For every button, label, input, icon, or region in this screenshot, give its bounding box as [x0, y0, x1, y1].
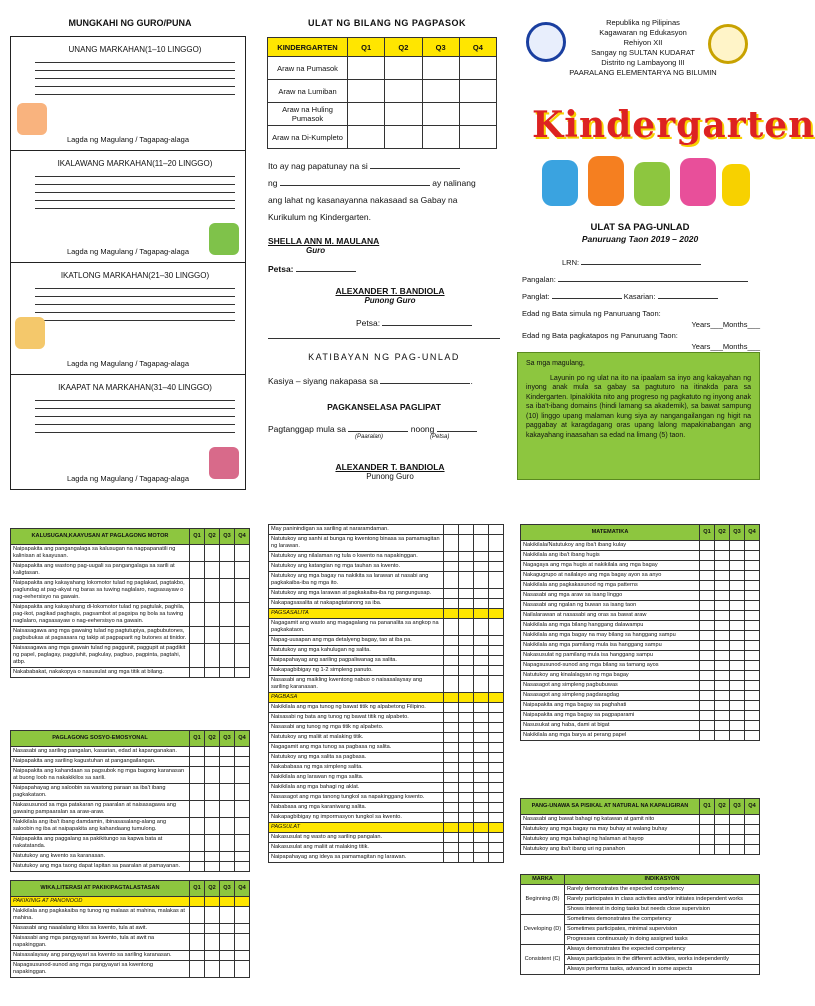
motor-head: KALUSUGAN,KAAYUSAN AT PAGLAGONG MOTOR [11, 529, 190, 545]
att-row-label: Araw na Di-Kumpleto [268, 126, 348, 149]
skill-row: Nakababakat, nakakopya o nasusulat ang mga titik at bilang. [11, 668, 190, 678]
quarter-4 [11, 375, 245, 489]
skill-row: Nasusukat ang haba, dami at bigat [521, 721, 700, 731]
header-line: Rehiyon XII [623, 38, 663, 47]
q-head: Q3 [730, 799, 745, 815]
indicator: Always demonstrates the expected competency [565, 945, 760, 955]
math-head: MATEMATIKA [521, 525, 700, 541]
skill-row: Napagsusunod-sunod ang mga pangyayari sa kwentong napakinggan. [11, 961, 190, 978]
att-header: Q3 [422, 38, 459, 57]
skill-row: Nakagugrupo at nailalayo ang mga bagay ayon sa anyo [521, 571, 700, 581]
transfer-line [268, 424, 477, 434]
skill-row: Nasasabi ang mga araw sa isang linggo [521, 591, 700, 601]
q-head: Q2 [205, 881, 220, 897]
principal-name-2: ALEXANDER T. BANDIOLA [335, 462, 445, 472]
katibayan-title: KATIBAYAN NG PAG-UNLAD [308, 352, 460, 362]
skill-row: Napag-uusapan ang mga detalyeng bagay, tao at iba pa. [269, 636, 444, 646]
principal-role: Punong Guro [364, 296, 416, 305]
q-head: Q3 [730, 525, 745, 541]
teacher-date [268, 264, 356, 274]
skill-row: Naipapakita ang sariling kagustuhan at pangangailangan. [11, 757, 190, 767]
cert-line2: ng [268, 178, 278, 188]
q-head: Q1 [700, 525, 715, 541]
skill-row: Nababasa ang mga karaniwang salita. [269, 803, 444, 813]
skill-row: Naisasabi ng bata ang tunog ng bawat titik ng alpabeto. [269, 713, 444, 723]
indicator: Progresses continuously in doing assigned tasks [565, 935, 760, 945]
attendance-title: ULAT NG BILANG NG PAGPASOK [308, 18, 466, 28]
skill-row: Nakikilala ang pagkakaiba ng tunog ng malaas at mahina, malakas at mahina. [11, 907, 190, 924]
parent-signature: Lagda ng Magulang / Tagapag-alaga [66, 474, 190, 483]
indikasyon-head: INDIKASYON [565, 875, 760, 885]
header-line: Republika ng Pilipinas [606, 18, 680, 27]
header-line: PAARALANG ELEMENTARYA NG BILUMIN [569, 68, 717, 77]
skill-row: Naipapakita ang wastong pag-uugali sa pangangalaga sa sarili at kaligtasan. [11, 562, 190, 579]
indicator: Sometimes demonstrates the competency [565, 915, 760, 925]
header-line: Distrito ng Lambayong III [601, 58, 685, 67]
skill-row: Nakikilala ang mga barya at perang papel [521, 731, 700, 741]
marka-label: Beginning (B) [521, 885, 565, 915]
marka-label: Developing (D) [521, 915, 565, 945]
skill-row: Napagsusunod-sunod ang mga bilang sa tamang ayos [521, 661, 700, 671]
skill-row: Nailalarawan at nasasabi ang oras sa bawat araw [521, 611, 700, 621]
subheading: PAGSASALITA [269, 609, 444, 619]
principal-date [356, 318, 472, 328]
principal-name: ALEXANDER T. BANDIOLA [335, 286, 445, 296]
att-row-label: Araw na Huling Pumasok [268, 103, 348, 126]
deped-seal-icon [526, 22, 566, 62]
skill-row: Nasasagot ang simpleng pagdaragdag [521, 691, 700, 701]
age-start-label: Edad ng Bata simula ng Panuruang Taon: [522, 309, 661, 318]
katibayan-line: Kasiya – siyang nakapasa sa . [268, 376, 473, 386]
skill-row: Nakasusunod sa mga patakaran ng paaralan at naisasagawa ang gawaing pampaaralan sa araw-araw. [11, 801, 190, 818]
subheading: PAGBASA [269, 693, 444, 703]
wika-table [10, 880, 250, 978]
report-title: ULAT SA PAG-UNLAD [590, 222, 690, 233]
skill-row: Nasasabi ang ngalan ng buwan sa isang taon [521, 601, 700, 611]
years-months: Years___Months___ [691, 342, 760, 351]
att-row-label: Araw na Lumiban [268, 80, 348, 103]
skill-row: Nakapagbibigay ng 1-2 simpleng panuto. [269, 666, 444, 676]
sosyo-table [10, 730, 250, 872]
skill-row: Nasasabi ang naaalalang kilos sa kwento, tula at awit. [11, 924, 190, 934]
quarter-1 [11, 37, 245, 151]
skill-row: Naisasagawa ang mga gawain tulad ng paggunit, paggupit at pagdikit ng papel, paglagay, paggiuhit, pagkulay, pagbuo, pagpinta, pagtahi, atbp. [11, 644, 190, 668]
parent-signature: Lagda ng Magulang / Tagapag-alaga [66, 135, 190, 144]
cert-line1: Ito ay nag papatunay na si [268, 161, 368, 171]
date-label: Petsa: [356, 318, 381, 328]
skill-row: Nasasabi ang maikling kwentong nabuo o naisasalaysay ang sariling karanasan. [269, 676, 444, 693]
student-info [522, 254, 760, 352]
subheading: PAKIKINIG AT PANONOOD [11, 897, 190, 907]
skill-row: Nakikilala ang pagkakasunod ng mga patterns [521, 581, 700, 591]
subheading: PAGSULAT [269, 823, 444, 833]
skill-row: Natutukoy ang iba't ibang uri ng panahon [521, 845, 700, 855]
skill-row: Naipapakita ang kakayahang di-lokomotor tulad ng pagtulak, paghila, pag-ikot, pagikad paghagis, pagsambot at pagsipa ng bola sa tuwing naglalaro, nagsasayaw o nag-eehersisyo na gawain. [11, 603, 190, 627]
child-reading-icon [17, 103, 47, 135]
teacher-name: SHELLA ANN M. MAULANA [268, 236, 380, 246]
indicator: Always participates in the different activities, works independently [565, 955, 760, 965]
skill-row: Nakikilala ang mga tunog ng bawat titik ng alpabetong Filipino. [269, 703, 444, 713]
skill-row: Nagagamit ang mga tunog sa pagbasa ng salita. [269, 743, 444, 753]
parent-signature: Lagda ng Magulang / Tagapag-alaga [66, 359, 190, 368]
header-line: Sangay ng SULTAN KUDARAT [591, 48, 695, 57]
q-head: Q3 [220, 881, 235, 897]
skill-row: Nakikilala ang mga pamilang mula isa hanggang sampu [521, 641, 700, 651]
skill-row: Natutukoy ang mga kahulugan ng salita. [269, 646, 444, 656]
child-pencil-icon [15, 317, 45, 349]
parent-letter [517, 352, 760, 480]
skill-row: Nakikilala/Natutukoy ang iba't ibang kulay [521, 541, 700, 551]
years-months: Years___Months___ [691, 320, 760, 329]
school-year: Panuruang Taon 2019 – 2020 [581, 234, 699, 244]
transfer-title: PAGKANSELASA PAGLIPAT [327, 402, 441, 412]
skill-row: Nasasagot ang simpleng pagbubuwas [521, 681, 700, 691]
skill-row: Natutukoy ang nilalaman ng tula o kwento na napakinggan. [269, 552, 444, 562]
q-head: Q1 [190, 731, 205, 747]
skill-row: Naipapakita ang mga bagay sa pagpaparami [521, 711, 700, 721]
att-header: KINDERGARTEN [268, 38, 348, 57]
school-seal-icon [708, 24, 748, 64]
quarter-label: UNANG MARKAHAN(1–10 LINGGO) [68, 45, 202, 54]
skill-row: Naipapakita ang paggalang sa pakikitungo sa kapwa bata at nakatatanda. [11, 835, 190, 852]
q-head: Q4 [235, 529, 250, 545]
q-head: Q1 [190, 529, 205, 545]
skill-row: Natutukoy ang kwento sa karanasan. [11, 852, 190, 862]
q-head: Q1 [190, 881, 205, 897]
skill-row: Natutukoy ang mga larawan at pagkakaiba-iba ng pangungusap. [269, 589, 444, 599]
skill-row: Naipapakita ang mga bagay sa paghahati [521, 701, 700, 711]
att-row-label: Araw na Pumasok [268, 57, 348, 80]
skill-row: Naisasabi ang mga pangyayari sa kwento, tula at awit na napakinggan. [11, 934, 190, 951]
marka-label: Consistent (C) [521, 945, 565, 975]
name-label: Pangalan: [522, 275, 556, 284]
skill-row: Natutukoy ang mga taong dapat lapitan sa paaralan at pamayanan. [11, 862, 190, 872]
skill-row: May paninindigan sa sariling at nararamdaman. [269, 525, 444, 535]
q-head: Q2 [715, 525, 730, 541]
indicator: Shows interest in doing tasks but needs close supervision [565, 905, 760, 915]
indicator: Always performs tasks, advanced in some aspects [565, 965, 760, 975]
lrn-label: LRN: [562, 258, 580, 267]
q-head: Q3 [220, 731, 235, 747]
q-head: Q4 [235, 731, 250, 747]
cert-line4: Kurikulum ng Kindergarten. [268, 212, 372, 222]
left-title: MUNGKAHI NG GURO/PUNA [68, 18, 192, 28]
skill-row: Nasasabi ang bawat bahagi ng katawan at gamit nito [521, 815, 700, 825]
skill-row: Nakapagbibigay ng impormasyon tungkol sa kwento. [269, 813, 444, 823]
indicator: Rarely demonstrates the expected competency [565, 885, 760, 895]
skill-row: Naipapakita ang pangangalaga sa kalusugan na nagpapanatili ng kalinisan at kaayusan. [11, 545, 190, 562]
age-end-label: Edad ng Bata pagkatapos ng Panuruang Taon: [522, 331, 678, 340]
skill-row: Nasasabi ang sariling pangalan, kasarian, edad at kapanganakan. [11, 747, 190, 757]
letter-greeting: Sa mga magulang, [526, 360, 585, 367]
skill-row: Naipapahayag ang sariling pagpaliwanag sa salita. [269, 656, 444, 666]
quarter-2 [11, 151, 245, 263]
skill-row: Natutukoy ang sanhi at bunga ng kwentong binasa sa pamamagitan ng larawan. [269, 535, 444, 552]
quarter-label: IKATLONG MARKAHAN(21–30 LINGGO) [60, 271, 210, 280]
comments-box [10, 36, 246, 490]
skill-row: Nasasabi ang tunog ng mga titik ng alpabeto. [269, 723, 444, 733]
skill-row: Nasasagot ang mga tanong tungkol sa napakinggang kwento. [269, 793, 444, 803]
quarter-3 [11, 263, 245, 375]
q-head: Q4 [745, 525, 760, 541]
kalikasan-table [520, 798, 760, 855]
petsa-caption: (Petsa) [430, 434, 450, 440]
certification-text [268, 158, 500, 226]
header-lines [568, 18, 718, 78]
skill-row: Nakasusulat ang maliit at malaking titik. [269, 843, 444, 853]
skill-row: Natutukoy ang kinalalagyan ng mga bagay [521, 671, 700, 681]
wika-head: WIKA,LITERASI AT PAKIKIPAGTALASTASAN [11, 881, 190, 897]
skill-row: Natutukoy ang mga salita sa pagbasa. [269, 753, 444, 763]
q-head: Q2 [715, 799, 730, 815]
attendance-table [267, 37, 497, 149]
att-header: Q2 [385, 38, 422, 57]
skill-row: Naipapahayag ang saloobin sa wastong paraan sa iba't ibang pagkakataon. [11, 784, 190, 801]
skill-row: Naipapakita ang kakayahang lokomotor tulad ng paglakad, pagtakbo, paglundag at pag-akyat ng baras sa tuwing naglalaro, nagsasayaw o nag-eehersisyo na gawain. [11, 579, 190, 603]
skill-row: Naisasagawa ang mga gawaing tulad ng pagtutupiya, pagbubutones, pagbubukas at pagsasara ng takip at pagpaparit ng butones at tinidor. [11, 627, 190, 644]
skill-row: Nakikilala ang mga bilang hanggang dalawampu [521, 621, 700, 631]
skill-row: Nakasusulat ng pamilang mula isa hanggang sampu [521, 651, 700, 661]
skill-row: Natutukoy ang mga bahagi ng halaman at hayop [521, 835, 700, 845]
skill-row: Nagagamit ang wasto ang magagalang na pananalita sa angkop na pagkakataon. [269, 619, 444, 636]
skill-row: Natutukoy ang mga bagay na nakikita sa larawan at nasabi ang pagkakaiba-iba ng mga ito. [269, 572, 444, 589]
cert-line2b: ay nalinang [432, 178, 476, 188]
wika-continued-table [268, 524, 504, 863]
date-label: Petsa: [268, 264, 294, 274]
quarter-label: IKAAPAT NA MARKAHAN(31–40 LINGGO) [58, 383, 212, 392]
header-line: Kagawaran ng Edukasyon [599, 28, 687, 37]
q-head: Q2 [205, 529, 220, 545]
katibayan-text: Kasiya – siyang nakapasa sa [268, 376, 379, 386]
q-head: Q4 [745, 799, 760, 815]
indicator: Rarely participates in class activities and/or initiates independent works [565, 895, 760, 905]
skill-row: Nakasusulat ng wasto ang sariling pangalan. [269, 833, 444, 843]
skill-row: Nakikilala ang mga bahagi ng aklat. [269, 783, 444, 793]
skill-row: Nagagaya ang mga hugis at nakikilala ang mga bagay [521, 561, 700, 571]
att-header: Q4 [459, 38, 496, 57]
q-head: Q1 [700, 799, 715, 815]
noong-text: noong [410, 424, 435, 434]
att-header: Q1 [348, 38, 385, 57]
letter-body: Layunin po ng ulat na ito na ipaalam sa inyo ang kakayahan ng inyong anak mula sa gabay sa pagtuturo na itinakda para sa Kindergarten. Ipinakikita nito ang progreso ng pagkatuto ng inyong anak sa iba't-ibang domains (hindi lamang sa akademik), sa bawat sampung (10) linggo upang malaman kung siya ay nangangailangan ng higit na paggabay at karagdagang oras upang lalong mapakinabangan ang kakayahang inaasahan sa edad na limang (5) taon. [526, 374, 751, 439]
skill-row: Natutukoy ang mga bagay na may buhay at walang buhay [521, 825, 700, 835]
skill-row: Nakababasa ng mga simpleng salita. [269, 763, 444, 773]
children-illustration-icon [532, 150, 752, 210]
skill-row: Naipapahayag ang ideya sa pamamagitan ng larawan. [269, 853, 444, 863]
skill-row: Nakikilala ang iba't ibang damdamin, ibinasasalang-alang ang saloobin ng iba at naipapakita ang kahandaang tumulong. [11, 818, 190, 835]
quarter-label: IKALAWANG MARKAHAN(11–20 LINGGO) [57, 159, 213, 168]
transfer-text: Pagtanggap mula sa [268, 424, 346, 434]
sex-label: Kasarian: [623, 292, 656, 301]
indicator: Sometimes participates, minimal supervision [565, 925, 760, 935]
teacher-role: Guro [306, 246, 326, 255]
sosyo-head: PAGLAGONG SOSYO-EMOSYONAL [11, 731, 190, 747]
q-head: Q4 [235, 881, 250, 897]
marka-head: MARKA [521, 875, 565, 885]
paaralan-caption: (Paaralan) [355, 434, 384, 440]
skill-row: Nakapagsasalita at nakapagtatanong sa iba. [269, 599, 444, 609]
divider [268, 338, 500, 339]
marka-table [520, 874, 760, 975]
cert-line3: ang lahat ng kasanayanna nakasaad sa Gabay na [268, 195, 458, 205]
motor-table [10, 528, 250, 678]
kindergarten-logo: Kindergarten [532, 104, 815, 146]
q-head: Q2 [205, 731, 220, 747]
age-label: Panglat: [522, 292, 550, 301]
parent-signature: Lagda ng Magulang / Tagapag-alaga [66, 247, 190, 256]
q-head: Q3 [220, 529, 235, 545]
skill-row: Nakikilala ang larawan ng mga salita. [269, 773, 444, 783]
math-table [520, 524, 760, 741]
skill-row: Naipapakita ang kahandaan sa pagsubok ng mga bagong karanasan at buong loob na nakakikilos sa sarili. [11, 767, 190, 784]
skill-row: Natutukoy ang katangian ng mga tauhan sa kwento. [269, 562, 444, 572]
skill-row: Nakikilala ang mga bagay na may bilang sa hanggang sampu [521, 631, 700, 641]
skill-row: Naisasalaysay ang pangyayari sa kwento sa sariling karanasan. [11, 951, 190, 961]
principal-role-2: Punong Guro [366, 472, 414, 481]
skill-row: Nakikilala ang iba't ibang hugis [521, 551, 700, 561]
kalikasan-head: PANG-UNAWA SA PISIKAL AT NATURAL NA KAPALIGIRAN [521, 799, 700, 815]
skill-row: Natutukoy ang maliit at malaking titik. [269, 733, 444, 743]
